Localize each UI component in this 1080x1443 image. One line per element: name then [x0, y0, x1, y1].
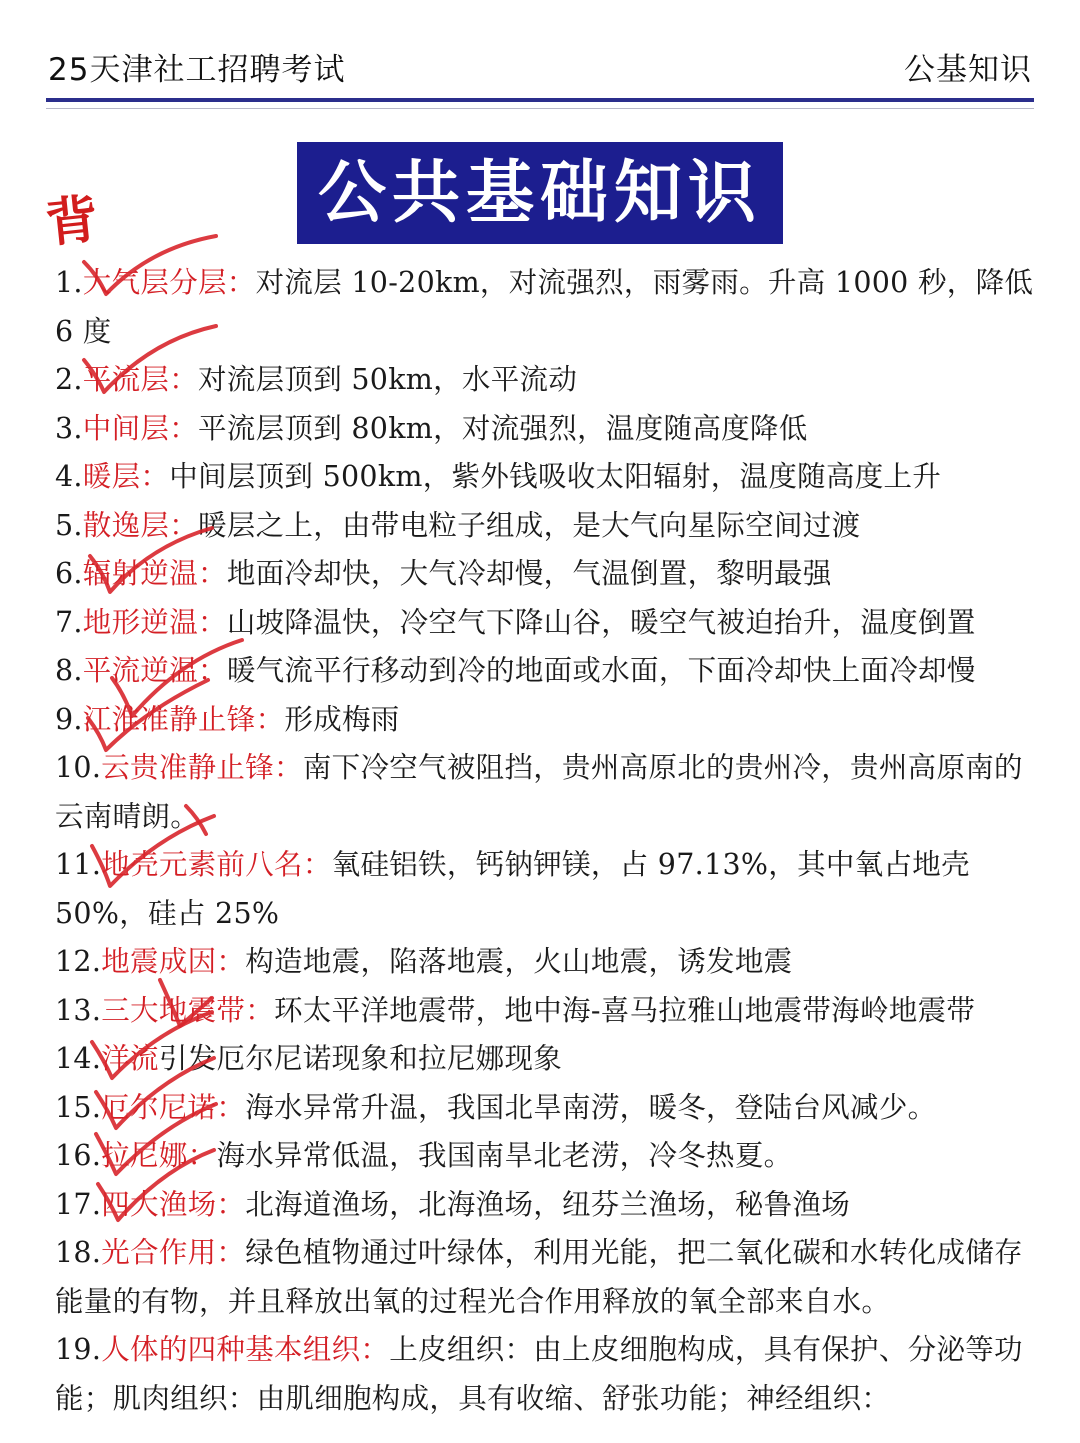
- item-number: 11.: [55, 848, 102, 881]
- list-item: [55, 1181, 1035, 1230]
- item-desc: 氧硅铝铁，钙钠钾镁，占 97.13%，其中氧占地壳 50%，硅占 25%: [55, 848, 970, 930]
- header-right-label: 公基知识: [904, 52, 1032, 88]
- item-number: 17.: [55, 1187, 102, 1221]
- item-number: 16.: [55, 1139, 102, 1172]
- item-desc: 暖气流平行移动到冷的地面或水面，下面冷却快上面冷却慢: [226, 654, 976, 687]
- list-item: [55, 1035, 1035, 1084]
- item-desc: 暖层之上，由带电粒子组成，是大气向星际空间过渡: [198, 508, 861, 542]
- header-rule: [46, 98, 1034, 102]
- list-item: [55, 356, 1035, 405]
- list-item: [55, 744, 1035, 841]
- page-header: [48, 44, 1032, 94]
- item-term: 暖层：: [82, 460, 170, 493]
- item-desc: 山坡降温快，冷空气下降山谷，暖空气被迫抬升，温度倒置: [226, 605, 976, 639]
- item-number: 6.: [55, 557, 83, 590]
- item-desc: 北海道渔场，北海渔场，纽芬兰渔场，秘鲁渔场: [245, 1187, 851, 1221]
- list-item: [55, 405, 1035, 454]
- knowledge-list: [55, 259, 1035, 1423]
- item-number: 4.: [55, 460, 83, 493]
- item-term: 辐射逆温：: [82, 557, 227, 590]
- item-term: 光合作用：: [101, 1236, 246, 1269]
- item-term: 拉尼娜：: [101, 1139, 217, 1172]
- list-item: [55, 1132, 1035, 1181]
- item-desc: 上皮组织：由上皮细胞构成，具有保护、分泌等功能；肌肉组织：由肌细胞构成，具有收缩、舒张功能；神经组织：: [55, 1333, 1023, 1415]
- list-item: [55, 1084, 1035, 1133]
- item-number: 2.: [55, 363, 83, 396]
- list-item: [55, 453, 1035, 502]
- item-term: 人体的四种基本组织：: [101, 1333, 390, 1366]
- header-rule-thin: [46, 108, 1034, 109]
- item-desc: 平流层顶到 80km，对流强烈，温度随高度降低: [198, 411, 808, 445]
- item-number: 14.: [55, 1042, 102, 1075]
- list-item: [55, 1229, 1035, 1326]
- item-desc: 引发厄尔尼诺现象和拉尼娜现象: [158, 1042, 563, 1075]
- item-term: 平流逆温：: [82, 654, 227, 687]
- item-term: 三大地震带：: [101, 993, 275, 1027]
- item-desc: 构造地震，陷落地震，火山地震，诱发地震: [245, 945, 793, 978]
- item-desc: 形成梅雨: [284, 702, 400, 736]
- memorize-stamp: 背: [43, 189, 102, 255]
- item-number: 9.: [55, 702, 83, 736]
- list-item: [55, 502, 1035, 551]
- item-number: 19.: [55, 1333, 102, 1366]
- item-term: 大气层分层：: [82, 266, 256, 299]
- page-title: 公共基础知识: [317, 153, 762, 233]
- item-desc: 海水异常升温，我国北旱南涝，暖冬，登陆台风减少。: [245, 1090, 937, 1124]
- list-item: [55, 259, 1035, 356]
- list-item: [55, 938, 1035, 987]
- item-number: 18.: [55, 1236, 102, 1269]
- item-desc: 环太平洋地震带，地中海-喜马拉雅山地震带海岭地震带: [274, 993, 976, 1027]
- list-item: [55, 1326, 1035, 1423]
- item-number: 5.: [55, 508, 83, 542]
- header-left-title: 25天津社工招聘考试: [48, 52, 346, 88]
- item-number: 10.: [55, 751, 102, 784]
- title-banner: [297, 142, 783, 244]
- list-item: [55, 987, 1035, 1036]
- item-desc: 海水异常低温，我国南旱北老涝，冷冬热夏。: [216, 1139, 793, 1172]
- item-number: 12.: [55, 945, 102, 978]
- item-number: 3.: [55, 411, 83, 445]
- list-item: [55, 550, 1035, 599]
- item-number: 13.: [55, 993, 102, 1027]
- item-term: 地震成因：: [101, 945, 246, 978]
- item-term: 散逸层：: [82, 508, 198, 542]
- item-term: 中间层：: [82, 411, 198, 445]
- item-term: 地壳元素前八名：: [101, 848, 332, 881]
- item-term: 厄尔尼诺：: [101, 1090, 246, 1124]
- item-term: 洋流: [101, 1042, 159, 1075]
- item-desc: 中间层顶到 500km，紫外钱吸收太阳辐射，温度随高度上升: [169, 460, 942, 493]
- item-number: 8.: [55, 654, 83, 687]
- item-term: 四大渔场：: [101, 1187, 246, 1221]
- item-desc: 对流层 10-20km，对流强烈，雨雾雨。升高 1000 秒，降低 6 度: [55, 266, 1034, 348]
- item-term: 江淮准静止锋：: [82, 702, 285, 736]
- list-item: [55, 647, 1035, 696]
- list-item: [55, 696, 1035, 745]
- list-item: [55, 841, 1035, 938]
- item-number: 15.: [55, 1090, 102, 1124]
- item-term: 云贵准静止锋：: [101, 751, 303, 784]
- item-desc: 对流层顶到 50km，水平流动: [198, 363, 578, 396]
- item-desc: 南下冷空气被阻挡，贵州高原北的贵州冷，贵州高原南的云南晴朗。: [55, 751, 1023, 833]
- item-number: 7.: [55, 605, 83, 639]
- item-desc: 地面冷却快，大气冷却慢，气温倒置，黎明最强: [226, 557, 832, 590]
- item-term: 平流层：: [82, 363, 198, 396]
- item-desc: 绿色植物通过叶绿体，利用光能，把二氧化碳和水转化成储存能量的有物，并且释放出氧的过程光合作用释放的氧全部来自水。: [55, 1236, 1023, 1318]
- item-term: 地形逆温：: [82, 605, 227, 639]
- list-item: [55, 599, 1035, 648]
- item-number: 1.: [55, 266, 83, 299]
